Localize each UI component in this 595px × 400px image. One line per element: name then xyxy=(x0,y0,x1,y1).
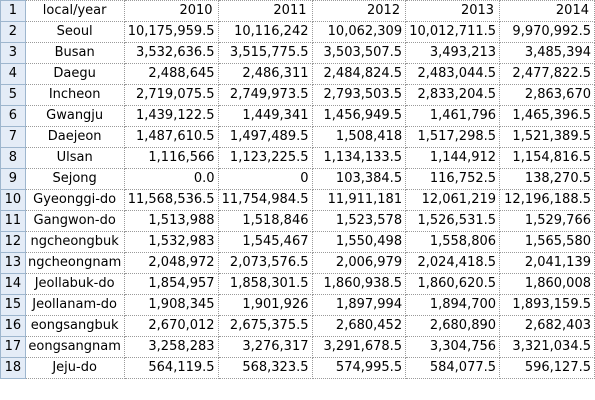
value-cell[interactable]: 12,061,219 xyxy=(406,190,500,211)
value-cell[interactable]: 584,077.5 xyxy=(406,358,500,379)
value-cell[interactable]: 116,752.5 xyxy=(406,169,500,190)
value-cell[interactable]: 10,062,309 xyxy=(312,22,406,43)
table-row xyxy=(1,43,595,64)
row-header[interactable]: 7 xyxy=(1,127,26,148)
value-cell[interactable]: 12,196,188.5 xyxy=(500,190,595,211)
value-cell[interactable]: 1,154,816.5 xyxy=(500,148,595,169)
region-cell[interactable]: Daegu xyxy=(25,64,124,85)
value-cell[interactable]: 2,483,044.5 xyxy=(406,64,500,85)
table-row xyxy=(1,337,595,358)
value-cell[interactable]: 1,456,949.5 xyxy=(312,106,406,127)
value-cell[interactable]: 2,048,972 xyxy=(124,253,218,274)
value-cell[interactable]: 1,894,700 xyxy=(406,295,500,316)
region-cell[interactable]: eongsangnam xyxy=(25,337,124,358)
table-row xyxy=(1,169,595,190)
value-cell[interactable]: 1,116,566 xyxy=(124,148,218,169)
value-cell[interactable]: 2,680,452 xyxy=(312,316,406,337)
row-header[interactable]: 12 xyxy=(1,232,26,253)
table-row xyxy=(1,316,595,337)
value-cell[interactable]: 3,276,317 xyxy=(218,337,312,358)
header-row xyxy=(1,1,595,22)
value-cell[interactable]: 1,439,122.5 xyxy=(124,106,218,127)
header-cell-year[interactable]: 2014 xyxy=(500,1,595,22)
value-cell[interactable]: 1,513,988 xyxy=(124,211,218,232)
region-cell[interactable]: Daejeon xyxy=(25,127,124,148)
table-row xyxy=(1,106,595,127)
value-cell[interactable]: 2,024,418.5 xyxy=(406,253,500,274)
value-cell[interactable]: 1,860,008 xyxy=(500,274,595,295)
row-header[interactable]: 6 xyxy=(1,106,26,127)
value-cell[interactable]: 1,517,298.5 xyxy=(406,127,500,148)
value-cell[interactable]: 1,858,301.5 xyxy=(218,274,312,295)
row-header[interactable]: 3 xyxy=(1,43,26,64)
value-cell[interactable]: 3,515,775.5 xyxy=(218,43,312,64)
row-header[interactable]: 9 xyxy=(1,169,26,190)
value-cell[interactable]: 1,465,396.5 xyxy=(500,106,595,127)
row-header[interactable]: 11 xyxy=(1,211,26,232)
region-cell[interactable]: Gangwon-do xyxy=(25,211,124,232)
value-cell[interactable]: 596,127.5 xyxy=(500,358,595,379)
table-row xyxy=(1,85,595,106)
value-cell[interactable]: 3,291,678.5 xyxy=(312,337,406,358)
value-cell[interactable]: 1,532,983 xyxy=(124,232,218,253)
value-cell[interactable]: 2,675,375.5 xyxy=(218,316,312,337)
value-cell[interactable]: 3,321,034.5 xyxy=(500,337,595,358)
value-cell[interactable]: 2,719,075.5 xyxy=(124,85,218,106)
region-cell[interactable]: Busan xyxy=(25,43,124,64)
table-row xyxy=(1,211,595,232)
row-header[interactable]: 17 xyxy=(1,337,26,358)
value-cell[interactable]: 1,526,531.5 xyxy=(406,211,500,232)
value-cell[interactable]: 9,970,992.5 xyxy=(500,22,595,43)
row-header[interactable]: 18 xyxy=(1,358,26,379)
value-cell[interactable]: 11,911,181 xyxy=(312,190,406,211)
value-cell[interactable]: 0 xyxy=(218,169,312,190)
value-cell[interactable]: 2,749,973.5 xyxy=(218,85,312,106)
value-cell[interactable]: 1,529,766 xyxy=(500,211,595,232)
value-cell[interactable]: 1,860,620.5 xyxy=(406,274,500,295)
value-cell[interactable]: 138,270.5 xyxy=(500,169,595,190)
value-cell[interactable]: 1,523,578 xyxy=(312,211,406,232)
row-header[interactable]: 4 xyxy=(1,64,26,85)
value-cell[interactable]: 0.0 xyxy=(124,169,218,190)
row-header[interactable]: 16 xyxy=(1,316,26,337)
value-cell[interactable]: 1,123,225.5 xyxy=(218,148,312,169)
table-row xyxy=(1,64,595,85)
header-cell-year[interactable]: 2011 xyxy=(218,1,312,22)
value-cell[interactable]: 1,487,610.5 xyxy=(124,127,218,148)
region-cell[interactable]: ngcheongnam xyxy=(25,253,124,274)
value-cell[interactable]: 2,680,890 xyxy=(406,316,500,337)
value-cell[interactable]: 1,144,912 xyxy=(406,148,500,169)
table-row xyxy=(1,190,595,211)
row-header[interactable]: 15 xyxy=(1,295,26,316)
region-cell[interactable]: Jeollabuk-do xyxy=(25,274,124,295)
value-cell[interactable]: 1,565,580 xyxy=(500,232,595,253)
row-header[interactable]: 8 xyxy=(1,148,26,169)
value-cell[interactable]: 1,134,133.5 xyxy=(312,148,406,169)
value-cell[interactable]: 2,670,012 xyxy=(124,316,218,337)
value-cell[interactable]: 3,485,394 xyxy=(500,43,595,64)
value-cell[interactable]: 2,793,503.5 xyxy=(312,85,406,106)
region-cell[interactable]: Jeju-do xyxy=(25,358,124,379)
value-cell[interactable]: 10,175,959.5 xyxy=(124,22,218,43)
table-row xyxy=(1,358,595,379)
value-cell[interactable]: 1,908,345 xyxy=(124,295,218,316)
value-cell[interactable]: 568,323.5 xyxy=(218,358,312,379)
table-row xyxy=(1,22,595,43)
value-cell[interactable]: 3,532,636.5 xyxy=(124,43,218,64)
value-cell[interactable]: 2,486,311 xyxy=(218,64,312,85)
value-cell[interactable]: 1,461,796 xyxy=(406,106,500,127)
value-cell[interactable]: 3,258,283 xyxy=(124,337,218,358)
value-cell[interactable]: 2,041,139 xyxy=(500,253,595,274)
row-header[interactable]: 14 xyxy=(1,274,26,295)
row-header[interactable]: 2 xyxy=(1,22,26,43)
region-cell[interactable]: Gyeonggi-do xyxy=(25,190,124,211)
value-cell[interactable]: 3,493,213 xyxy=(406,43,500,64)
header-cell-label[interactable]: local/year xyxy=(25,1,124,22)
value-cell[interactable]: 10,012,711.5 xyxy=(406,22,500,43)
value-cell[interactable]: 2,863,670 xyxy=(500,85,595,106)
value-cell[interactable]: 1,521,389.5 xyxy=(500,127,595,148)
value-cell[interactable]: 1,558,806 xyxy=(406,232,500,253)
value-cell[interactable]: 564,119.5 xyxy=(124,358,218,379)
value-cell[interactable]: 103,384.5 xyxy=(312,169,406,190)
region-cell[interactable]: Gwangju xyxy=(25,106,124,127)
value-cell[interactable]: 3,304,756 xyxy=(406,337,500,358)
value-cell[interactable]: 2,488,645 xyxy=(124,64,218,85)
value-cell[interactable]: 1,860,938.5 xyxy=(312,274,406,295)
value-cell[interactable]: 3,503,507.5 xyxy=(312,43,406,64)
row-header[interactable]: 1 xyxy=(1,1,26,22)
region-cell[interactable]: Ulsan xyxy=(25,148,124,169)
value-cell[interactable]: 2,073,576.5 xyxy=(218,253,312,274)
value-cell[interactable]: 1,449,341 xyxy=(218,106,312,127)
value-cell[interactable]: 10,116,242 xyxy=(218,22,312,43)
header-cell-year[interactable]: 2013 xyxy=(406,1,500,22)
region-cell[interactable]: Sejong xyxy=(25,169,124,190)
region-cell[interactable]: Incheon xyxy=(25,85,124,106)
table-row xyxy=(1,148,595,169)
value-cell[interactable]: 2,833,204.5 xyxy=(406,85,500,106)
value-cell[interactable]: 1,901,926 xyxy=(218,295,312,316)
value-cell[interactable]: 1,897,994 xyxy=(312,295,406,316)
table-row xyxy=(1,253,595,274)
value-cell[interactable]: 1,497,489.5 xyxy=(218,127,312,148)
row-header[interactable]: 5 xyxy=(1,85,26,106)
value-cell[interactable]: 1,893,159.5 xyxy=(500,295,595,316)
table-row xyxy=(1,127,595,148)
value-cell[interactable]: 1,545,467 xyxy=(218,232,312,253)
row-header[interactable]: 10 xyxy=(1,190,26,211)
value-cell[interactable]: 2,006,979 xyxy=(312,253,406,274)
value-cell[interactable]: 11,754,984.5 xyxy=(218,190,312,211)
value-cell[interactable]: 574,995.5 xyxy=(312,358,406,379)
table-row xyxy=(1,232,595,253)
value-cell[interactable]: 2,484,824.5 xyxy=(312,64,406,85)
region-cell[interactable]: Seoul xyxy=(25,22,124,43)
header-cell-year[interactable]: 2010 xyxy=(124,1,218,22)
table-row xyxy=(1,274,595,295)
value-cell[interactable]: 11,568,536.5 xyxy=(124,190,218,211)
value-cell[interactable]: 1,854,957 xyxy=(124,274,218,295)
value-cell[interactable]: 2,682,403 xyxy=(500,316,595,337)
header-cell-year[interactable]: 2012 xyxy=(312,1,406,22)
value-cell[interactable]: 2,477,822.5 xyxy=(500,64,595,85)
value-cell[interactable]: 1,508,418 xyxy=(312,127,406,148)
region-cell[interactable]: Jeollanam-do xyxy=(25,295,124,316)
value-cell[interactable]: 1,518,846 xyxy=(218,211,312,232)
row-header[interactable]: 13 xyxy=(1,253,26,274)
table-row xyxy=(1,295,595,316)
value-cell[interactable]: 1,550,498 xyxy=(312,232,406,253)
region-cell[interactable]: ngcheongbuk xyxy=(25,232,124,253)
region-cell[interactable]: eongsangbuk xyxy=(25,316,124,337)
